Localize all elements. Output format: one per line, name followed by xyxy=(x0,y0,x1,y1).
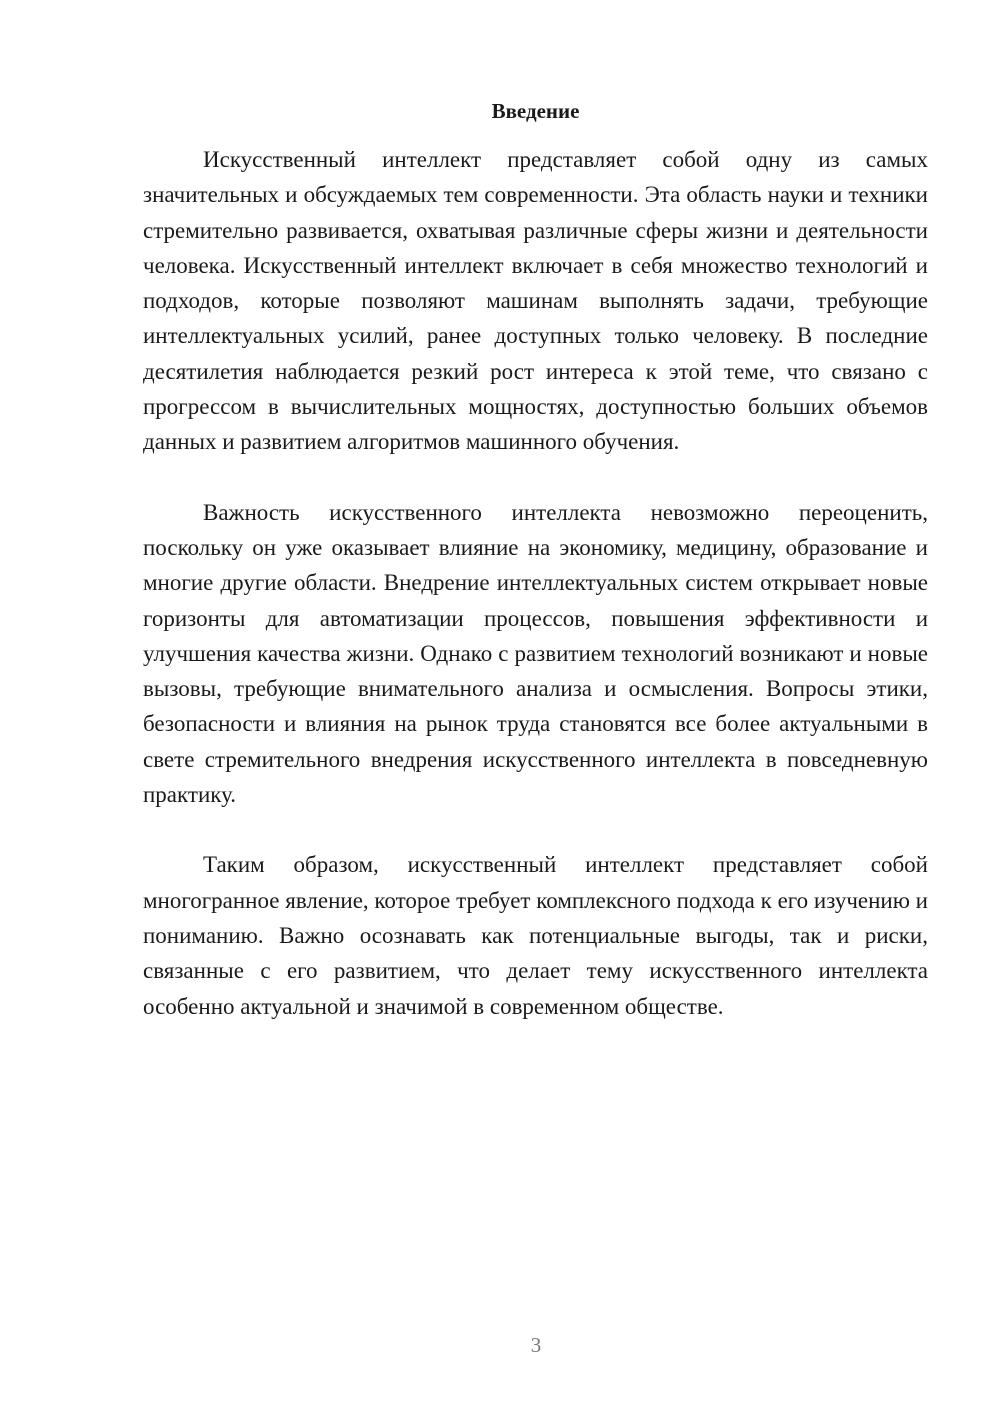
paragraph-2: Важность искусственного интеллекта невозможно переоценить, поскольку он уже оказывает влияние на экономику, медицину, образование и многие другие области. Внедрение интеллектуальных систем открывает новые горизонты для автоматизации процессов, повышения эффективности и улучшения качества жизни. Однако с развитием технологий возникают и новые вызовы, требующие внимательного анализа и осмысления. Вопросы этики, безопасности и влияния на рынок труда становятся все более актуальными в свете стремительного внедрения искусственного интеллекта в повседневную практику. xyxy=(143,499,928,808)
body-text xyxy=(143,142,928,1059)
paragraph-3: Таким образом, искусственный интеллект представляет собой многогранное явление, которое требует комплексного подхода к его изучению и пониманию. Важно осознавать как потенциальные выгоды, так и риски, связанные с его развитием, что делает тему искусственного интеллекта особенно актуальной и значимой в современном обществе. xyxy=(143,852,928,1019)
paragraph-1: Искусственный интеллект представляет собой одну из самых значительных и обсуждаемых тем современности. Эта область науки и техники стремительно развивается, охватывая различные сферы жизни и деятельности человека. Искусственный интеллект включает в себя множество технологий и подходов, которые позволяют машинам выполнять задачи, требующие интеллектуальных усилий, ранее доступных только человеку. В последние десятилетия наблюдается резкий рост интереса к этой теме, что связано с прогрессом в вычислительных мощностях, доступностью больших объемов данных и развитием алгоритмов машинного обучения. xyxy=(143,147,928,455)
section-heading: Введение xyxy=(491,99,580,123)
page-number: 3 xyxy=(530,1333,542,1357)
